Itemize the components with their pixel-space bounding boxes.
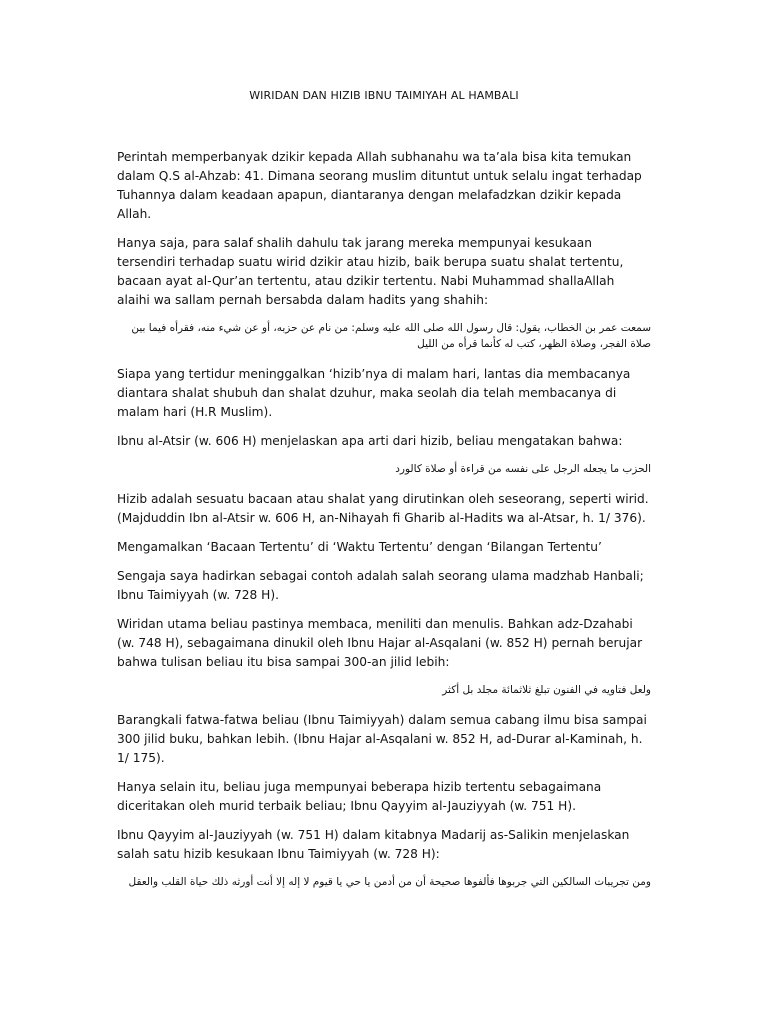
- document-title: WIRIDAN DAN HIZIB IBNU TAIMIYAH AL HAMBALI: [249, 89, 519, 102]
- arabic-quote: ومن تجريبات السالكين التي جربوها فألفوها صحيحة أن من أدمن يا حي يا قيوم لا إله إلا أنت أورثه ذلك حياة القلب والعقل: [128, 876, 651, 888]
- paragraph: Hanya saja, para salaf shalih dahulu tak jarang mereka mempunyai kesukaan tersendiri terhadap suatu wirid dzikir atau hizib, baik berupa suatu shalat tertentu, bacaan ayat al-Qur’an tertentu, atau dzikir tertentu. Nabi Muhammad shallaAllah alaihi wa sallam pernah bersabda dalam hadits yang shahih:: [117, 236, 624, 307]
- paragraph: Ibnu al-Atsir (w. 606 H) menjelaskan apa arti dari hizib, beliau mengatakan bahwa:: [117, 434, 623, 448]
- paragraph: Hizib adalah sesuatu bacaan atau shalat yang dirutinkan oleh seseorang, seperti wirid. (Majduddin Ibn al-Atsir w. 606 H, an-Nihayah fi Gharib al-Hadits wa al-Atsar, h. 1/ 376).: [117, 492, 649, 525]
- paragraph: Ibnu Qayyim al-Jauziyyah (w. 751 H) dalam kitabnya Madarij as-Salikin menjelaskan salah satu hizib kesukaan Ibnu Taimiyyah (w. 728 H):: [117, 828, 630, 861]
- paragraph: Barangkali fatwa-fatwa beliau (Ibnu Taimiyyah) dalam semua cabang ilmu bisa sampai 300 jilid buku, bahkan lebih. (Ibnu Hajar al-Asqalani w. 852 H, ad-Durar al-Kaminah, h. 1/ 175).: [117, 713, 647, 765]
- paragraph: Hanya selain itu, beliau juga mempunyai beberapa hizib tertentu sebagaimana diceritakan oleh murid terbaik beliau; Ibnu Qayyim al-Jauziyyah (w. 751 H).: [117, 780, 602, 813]
- paragraph: Mengamalkan ‘Bacaan Tertentu’ di ‘Waktu Tertentu’ dengan ‘Bilangan Tertentu’: [117, 540, 602, 554]
- paragraph: Perintah memperbanyak dzikir kepada Allah subhanahu wa ta’ala bisa kita temukan dalam Q.S al-Ahzab: 41. Dimana seorang muslim dituntut untuk selalu ingat terhadap Tuhannya dalam keadaan apapun, diantaranya dengan melafadzkan dzikir kepada Allah.: [117, 150, 642, 221]
- paragraph: Siapa yang tertidur meninggalkan ‘hizib’nya di malam hari, lantas dia membacanya diantara shalat shubuh dan shalat dzuhur, maka seolah dia telah membacanya di malam hari (H.R Muslim).: [117, 367, 631, 419]
- arabic-quote: الحزب ما يجعله الرجل على نفسه من قراءة أو صلاة كالورد: [395, 463, 651, 475]
- document-body: [117, 148, 651, 903]
- paragraph: Sengaja saya hadirkan sebagai contoh adalah salah seorang ulama madzhab Hanbali; Ibnu Taimiyyah (w. 728 H).: [117, 569, 644, 602]
- arabic-quote: ولعل فتاويه في الفنون تبلغ ثلاثمائة مجلد بل أكثر: [442, 684, 651, 696]
- arabic-quote: سمعت عمر بن الخطاب، يقول: قال رسول الله صلى الله عليه وسلم: من نام عن حزبه، أو عن شيء منه، فقرأه فيما بين صلاة الفجر، وصلاة الظهر، كتب له كأنما قرأه من الليل: [131, 322, 651, 350]
- paragraph: Wiridan utama beliau pastinya membaca, meniliti dan menulis. Bahkan adz-Dzahabi (w. 748 H), sebagaimana dinukil oleh Ibnu Hajar al-Asqalani (w. 852 H) pernah berujar bahwa tulisan beliau itu bisa sampai 300-an jilid lebih:: [117, 617, 643, 669]
